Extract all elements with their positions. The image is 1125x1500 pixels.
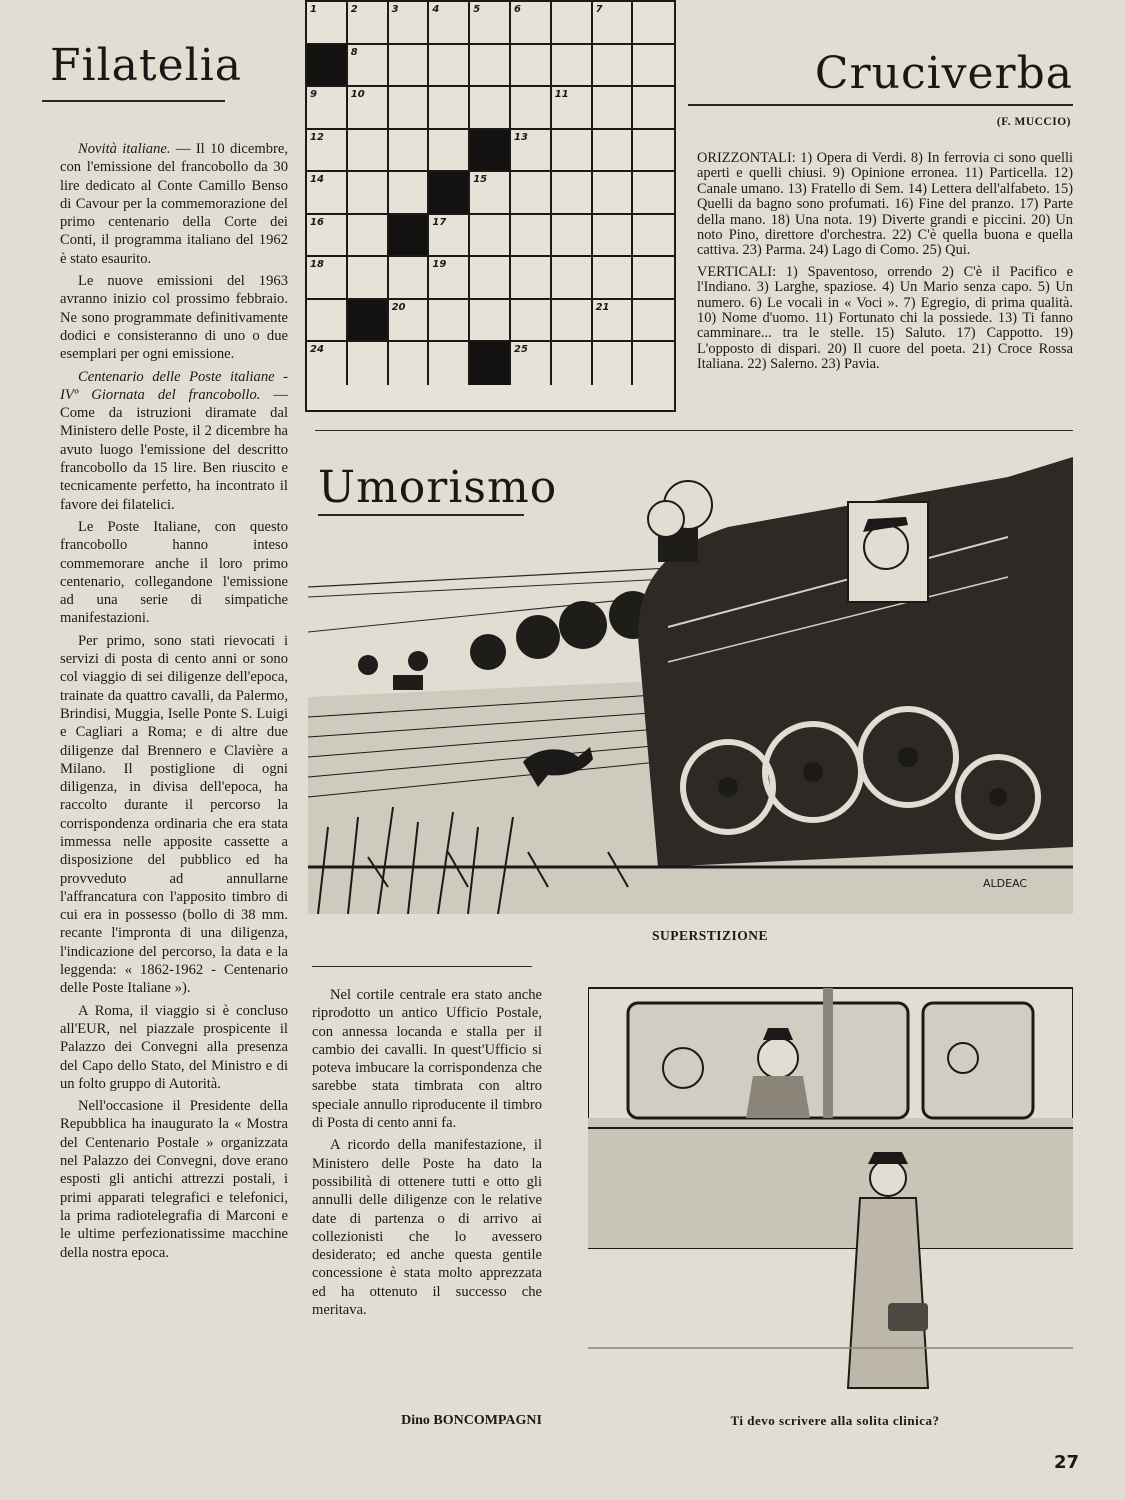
- crossword-cell: [511, 2, 552, 45]
- cartoon-signature: ALDEAC: [983, 877, 1028, 890]
- crossword-black-cell: [389, 215, 430, 258]
- crossword-cell: [593, 172, 634, 215]
- crossword-cell: [389, 87, 430, 130]
- crossword-cell-number: 18: [310, 259, 324, 270]
- crossword-cell: [593, 45, 634, 88]
- crossword-cell: [552, 257, 593, 300]
- crossword-cell: [307, 257, 348, 300]
- cruciverba-title-rule: [688, 104, 1073, 106]
- crossword-cell: [307, 300, 348, 343]
- crossword-cell-number: 21: [595, 301, 610, 313]
- crossword-cell: [429, 300, 470, 343]
- clues-horizontal: ORIZZONTALI: 1) Opera di Verdi. 8) In ferrovia ci sono quelli aperti e quelli chiusi. 9) Opinione erronea. 11) Particella. 12) Canale umano. 13) Fratello di Sem. 14) Lettera dell'alfabeto. 15) Quelli da bagno sono profumati. 16) Fine del pranzo. 17) Parte della mano. 18) Una nota. 19) Diverte grandi e piccini. 20) Un noto Pino, direttore d'orchestra. 22) C'è quella buona e quella cattiva. 23) Parma. 24) Lago di Como. 25) Qui.: [697, 150, 1073, 259]
- crossword-cell: [552, 87, 593, 130]
- crossword-grid: [305, 0, 676, 412]
- crossword-cell: [593, 130, 634, 173]
- crossword-cell: [389, 257, 430, 300]
- filatelia-title: Filatelia: [50, 40, 243, 91]
- crossword-cell: [470, 2, 511, 45]
- filatelia-paragraph-3: Centenario delle Poste italiane - IVº Giornata del francobollo. — Come da istruzioni diramate dal Ministero delle Poste, il 2 dicembre ha avuto luogo l'emissione del descritto francobollo da 15 lire. Ben riuscito e tecnicamente perfetto, ha incontrato il favore dei filatelici.: [60, 368, 288, 513]
- crossword-cell: [429, 2, 470, 45]
- crossword-cell: [552, 2, 593, 45]
- crossword-cell: [307, 172, 348, 215]
- filatelia-paragraph-8: Nel cortile centrale era stato anche riprodotto un antico Ufficio Postale, con annessa locanda e stalla per il cambio dei cavalli. In quest'Ufficio si poteva imbucare la corrispondenza che sarebbe stata timbrata con altro speciale annullo riproducente il timbro di Posta di cento anni fa.: [312, 987, 542, 1132]
- filatelia-article: [60, 140, 288, 1266]
- crossword-cell: [511, 257, 552, 300]
- crossword-cell: [511, 342, 552, 385]
- crossword-cell-number: 9: [310, 89, 317, 100]
- cartoon-caption-superstizione: SUPERSTIZIONE: [651, 928, 769, 943]
- crossword-cell-number: 13: [513, 131, 528, 143]
- crossword-cell-number: 17: [432, 216, 447, 228]
- crossword-cell: [633, 2, 674, 45]
- crossword-cell: [389, 130, 430, 173]
- crossword-cell: [429, 130, 470, 173]
- crossword-cell: [348, 45, 389, 88]
- crossword-black-cell: [470, 130, 511, 173]
- crossword-cell: [429, 342, 470, 385]
- crossword-cell-number: 14: [310, 174, 324, 185]
- cruciverba-title: Cruciverba: [814, 48, 1073, 99]
- crossword-cell: [633, 172, 674, 215]
- crossword-cell: [389, 342, 430, 385]
- crossword-cell-number: 19: [432, 259, 447, 270]
- crossword-cell: [593, 342, 634, 385]
- filatelia-paragraph-6: A Roma, il viaggio si è concluso all'EUR, nel piazzale prospicente il Palazzo dei Convegni alla presenza del Capo dello Stato, del Ministro e di un folto gruppo di Autorità.: [60, 1002, 288, 1092]
- crossword-cell: [633, 257, 674, 300]
- continuation-rule: [312, 966, 532, 967]
- article-author: Dino BONCOMPAGNI: [401, 1413, 542, 1428]
- crossword-cell: [348, 342, 389, 385]
- filatelia-subhead-2: Centenario delle Poste italiane - IVº Giornata del francobollo.: [60, 368, 288, 403]
- crossword-cell: [511, 87, 552, 130]
- crossword-cell: [307, 87, 348, 130]
- crossword-cell: [593, 257, 634, 300]
- crossword-cell: [429, 257, 470, 300]
- crossword-cell-number: 2: [350, 4, 358, 15]
- crossword-cell: [593, 2, 634, 45]
- crossword-cell: [633, 45, 674, 88]
- crossword-cell: [348, 215, 389, 258]
- crossword-cell: [429, 215, 470, 258]
- crossword-cell: [348, 130, 389, 173]
- crossword-cell: [307, 2, 348, 45]
- umorismo-title: Umorismo: [318, 462, 558, 513]
- crossword-cell: [389, 300, 430, 343]
- crossword-cell-number: 10: [350, 89, 365, 100]
- crossword-cell: [552, 172, 593, 215]
- filatelia-paragraph-1: Novità italiane. — Il 10 dicembre, con l'emissione del francobollo da 30 lire dedicato al Conte Camillo Benso di Cavour per la commemorazione del primo centenario della Corte dei Conti, il programma italiano del 1962 è stato esaurito.: [60, 141, 288, 267]
- crossword-clues: [697, 151, 1073, 379]
- crossword-cell: [470, 87, 511, 130]
- crossword-cell: [511, 300, 552, 343]
- window-cartoon: [588, 968, 1073, 1420]
- crossword-cell-number: 1: [310, 4, 317, 15]
- crossword-cell-number: 3: [391, 4, 399, 15]
- filatelia-paragraph-9: A ricordo della manifestazione, il Ministero delle Poste ha dato la possibilità di ottenere tutti e otto gli annulli delle diligenze con le relative date di partenza o di arrivo ai collezionisti che lo avessero desiderato; ed anche questa gentile concessione è stata molto apprezzata ed ha ottenuto il successo che meritava.: [312, 1137, 542, 1319]
- window-cartoon-drawing: [588, 968, 1073, 1420]
- crossword-black-cell: [307, 45, 348, 88]
- crossword-cell-number: 8: [350, 46, 358, 58]
- crossword-cell-number: 25: [513, 344, 528, 355]
- crossword-cell: [307, 342, 348, 385]
- crossword-cell: [389, 2, 430, 45]
- umorismo-top-rule: [315, 430, 1073, 431]
- crossword-black-cell: [348, 300, 389, 343]
- clues-vertical: VERTICALI: 1) Spaventoso, orrendo 2) C'è il Pacifico e l'Indiano. 3) Larghe, spaziose. 4) Un Mario senza capo. 5) Un numero. 6) Le vocali in « Voci ». 7) Egregio, di prima qualità. 10) Nome d'uomo. 11) Fortunato chi la possiede. 13) Ti fanno camminare... tra le stelle. 15) Saluto. 17) Cappotto. 19) L'opposto di dispari. 20) Il cuore del poeta. 21) Croce Rossa Italiana. 22) Salerno. 23) Pavia.: [697, 263, 1073, 373]
- crossword-cell: [389, 172, 430, 215]
- crossword-cell: [470, 45, 511, 88]
- page-number: 27: [1054, 1452, 1080, 1473]
- crossword-cell: [552, 342, 593, 385]
- crossword-cell-number: 5: [473, 4, 481, 15]
- crossword-cell: [633, 300, 674, 343]
- cartoon-caption-clinica: Ti devo scrivere alla solita clinica?: [730, 1413, 940, 1428]
- filatelia-paragraph-2: Le nuove emissioni del 1963 avranno inizio col prossimo febbraio. Ne sono programmate definitivamente dodici e consisteranno di uno o due esemplari per ogni emissione.: [60, 273, 288, 363]
- train-cartoon: [308, 447, 1073, 914]
- crossword-author: (F. MUCCIO): [996, 116, 1071, 128]
- crossword-cell-number: 6: [513, 4, 521, 15]
- crossword-cell-number: 11: [554, 89, 569, 100]
- crossword-cell: [348, 257, 389, 300]
- crossword-cell-number: 16: [310, 216, 324, 228]
- filatelia-paragraph-5: Per primo, sono stati rievocati i servizi di posta di cento anni or sono col viaggio di sei diligenze dell'epoca, trainate da quattro cavalli, da Palermo, Brindisi, Muggia, Iselle Ponte S. Luigi e Cagliari a Roma; e di altre due diligenze dal Brennero e Clavière a Milano. Il postiglione di ogni diligenza, in divisa dell'epoca, ha raccolto durante il percorso la corrispondenza ordinaria che era stata immessa nelle apposite cassette a disposizione del pubblico ed ha provveduto ad annullarne l'affrancatura con l'apposito timbro di cui era in possesso (bollo di 38 mm. recante l'impronta di una diligenza, l'indicazione del percorso, la data e la leggenda: « 1862-1962 - Centenario delle Poste Italiane »).: [60, 632, 288, 997]
- crossword-cell: [593, 215, 634, 258]
- filatelia-subhead-1: Novità italiane.: [78, 141, 171, 157]
- crossword-cell: [348, 172, 389, 215]
- crossword-cell: [307, 130, 348, 173]
- crossword-cell: [348, 87, 389, 130]
- crossword-cell: [633, 342, 674, 385]
- crossword-cell: [470, 257, 511, 300]
- crossword-cell: [389, 45, 430, 88]
- crossword-cell: [470, 215, 511, 258]
- crossword-cell: [307, 215, 348, 258]
- crossword-cell-number: 15: [473, 174, 488, 185]
- crossword-cell-number: 24: [310, 344, 324, 355]
- crossword-cell: [552, 300, 593, 343]
- crossword-cell: [348, 2, 389, 45]
- crossword-cell-number: 7: [595, 4, 603, 15]
- crossword-cell: [429, 87, 470, 130]
- crossword-black-cell: [429, 172, 470, 215]
- train-cartoon-drawing: [308, 447, 1073, 914]
- crossword-cell: [429, 45, 470, 88]
- crossword-black-cell: [470, 342, 511, 385]
- filatelia-title-rule: [42, 100, 225, 102]
- crossword-cell: [511, 215, 552, 258]
- crossword-cell: [633, 130, 674, 173]
- crossword-cell: [511, 172, 552, 215]
- crossword-cell: [593, 87, 634, 130]
- crossword-cell: [593, 300, 634, 343]
- crossword-cell: [511, 45, 552, 88]
- crossword-cell: [470, 172, 511, 215]
- crossword-cell-number: 12: [310, 131, 324, 143]
- crossword-cell: [470, 300, 511, 343]
- crossword-cell: [552, 130, 593, 173]
- crossword-cell: [633, 87, 674, 130]
- crossword-cell: [552, 45, 593, 88]
- crossword-cell-number: 4: [432, 4, 440, 15]
- crossword-cell-number: 20: [391, 301, 406, 313]
- crossword-cell: [511, 130, 552, 173]
- filatelia-continuation: [312, 986, 542, 1323]
- filatelia-paragraph-7: Nell'occasione il Presidente della Repubblica ha inaugurato la « Mostra del Centenario Postale » organizzata nel Palazzo dei Convegni, dove erano esposti gli antichi attrezzi postali, i primi apparati telegrafici e telefonici, la prima radiotelegrafia di Marconi e le ultime perfezionatissime macchine della nostra epoca.: [60, 1098, 288, 1261]
- filatelia-paragraph-4: Le Poste Italiane, con questo francobollo hanno inteso commemorare anche il loro primo centenario, collegandone l'emissione ad una serie di simpatiche manifestazioni.: [60, 518, 288, 627]
- crossword-cell: [552, 215, 593, 258]
- crossword-cell: [633, 215, 674, 258]
